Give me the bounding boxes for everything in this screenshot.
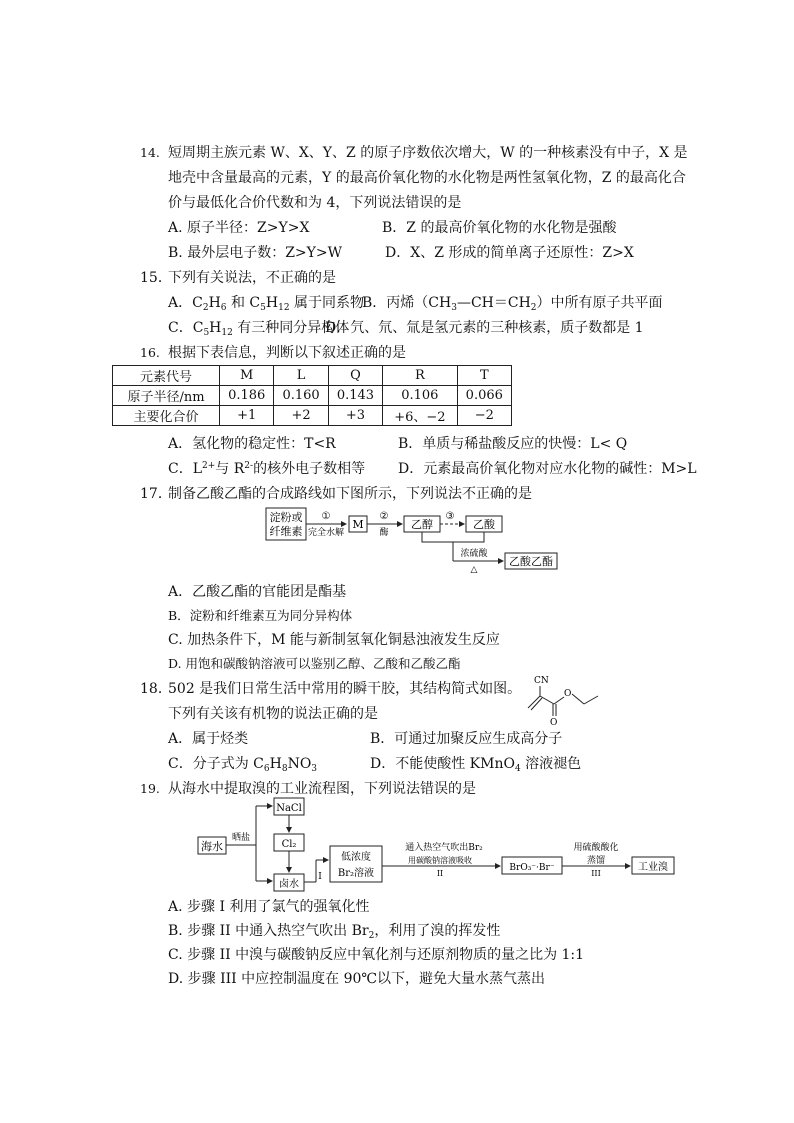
- table-header-cell: T: [457, 366, 511, 386]
- diagram-step1-number: ①: [321, 511, 331, 522]
- q16-option-c: C．$L^{2+}$与 $R^{2-}$的核外电子数相等: [168, 461, 366, 477]
- q19-option-a: A. 步骤 I 利用了氯气的强氧化性: [168, 899, 370, 915]
- diagram-m-label: M: [352, 518, 364, 531]
- q18-stem-line1: 502 是我们日常生活中常用的瞬干胶，其结构简式如图。: [168, 681, 522, 697]
- flow-step3-number: III: [591, 869, 601, 878]
- q19-option-b: B. 步骤 II 中通入热空气吹出 $Br_2$，利用了溴的挥发性: [168, 923, 501, 941]
- table-cell: 0.143: [328, 386, 382, 406]
- q14-option-a: A. 原子半径：Z>Y>X: [168, 220, 310, 236]
- q14-stem-line3: 价与最低化合价代数和为 4，下列说法错误的是: [168, 195, 462, 211]
- diagram-start-label: 纤维素: [269, 525, 303, 538]
- q17-number: 17．: [140, 486, 172, 502]
- q17-option-c: C. 加热条件下，M 能与新制氢氧化铜悬浊液发生反应: [168, 632, 500, 648]
- table-header-cell: L: [274, 366, 328, 386]
- q18-option-c: C．分子式为 $C_6H_8NO_3$: [168, 756, 318, 774]
- table-cell: +2: [274, 406, 328, 426]
- q14-option-b: B．Z 的最高价氧化物的水化物是强酸: [382, 220, 617, 236]
- q17-option-b: B．淀粉和纤维素互为同分异构体: [168, 608, 353, 623]
- q19-number: 19.: [140, 781, 160, 796]
- q18-option-a: A．属于烃类: [168, 731, 249, 747]
- table-cell: +3: [328, 406, 382, 426]
- q16-option-b: B．单质与稀盐酸反应的快慢：L< Q: [398, 436, 628, 452]
- q18-number: 18．: [140, 681, 172, 697]
- diagram-ester-condition: 浓硫酸: [460, 549, 488, 559]
- table-row: [113, 366, 512, 386]
- flow-low-bromine: Br₂溶液: [337, 868, 375, 879]
- table-header-cell: R: [383, 366, 457, 386]
- diagram-step2-condition: 酶: [379, 528, 389, 538]
- q16-option-a: A．氢化物的稳定性：T<R: [168, 436, 336, 452]
- flow-step2-condition: 通入热空气吹出Br₂: [405, 843, 483, 853]
- q18-option-d: D．不能使酸性 KMnO$_4$ 溶液褪色: [370, 756, 582, 774]
- q15-option-b: B．丙烯$(CH_3—CH=CH_2)$中所有原子共平面: [362, 295, 663, 313]
- diagram-step3-number: ③: [445, 511, 455, 522]
- q17-option-a: A．乙酸乙酯的官能团是酯基: [168, 584, 347, 600]
- flow-step2-number: II: [436, 869, 444, 878]
- flow-brine: 卤水: [279, 879, 299, 890]
- q18-option-b: B．可通过加聚反应生成高分子: [370, 731, 563, 747]
- q17-stem: 制备乙酸乙酯的合成路线如下图所示，下列说法不正确的是: [168, 486, 532, 502]
- cyanoacrylate-structure: [518, 672, 610, 730]
- q16-number: 16.: [140, 345, 160, 360]
- diagram-step1-condition: 完全水解: [307, 528, 345, 538]
- table-cell: 原子半径/nm: [113, 386, 220, 406]
- q14-option-c: B. 最外层电子数：Z>Y>W: [168, 245, 343, 261]
- diagram-acid-label: 乙酸: [473, 518, 495, 531]
- q16-stem: 根据下表信息，判断以下叙述正确的是: [168, 345, 406, 361]
- table-cell: −2: [457, 406, 511, 426]
- q19-option-d: D. 步骤 III 中应控制温度在 90℃以下，避免大量水蒸气蒸出: [168, 971, 546, 987]
- ester-synthesis-diagram: [262, 506, 562, 574]
- table-row: [113, 386, 512, 406]
- flow-nacl: NaCl: [276, 803, 302, 814]
- table-cell: 0.106: [383, 386, 457, 406]
- flow-low-bromine: 低浓度: [341, 852, 371, 863]
- q15-option-c: C．$C_5H_{12}$ 有三种同分异构体: [168, 320, 350, 338]
- q19-stem: 从海水中提取溴的工业流程图，下列说法错误的是: [168, 781, 476, 797]
- flow-evaporation: 晒盐: [231, 833, 251, 843]
- q18-stem-line2: 下列有关该有机物的说法正确的是: [168, 706, 378, 722]
- structure-ester-o: O: [564, 689, 572, 699]
- q14-stem-line2: 地壳中含量最高的元素，Y 的最高价氧化物的水化物是两性氢氧化物，Z 的最高化合: [168, 170, 686, 186]
- q14-option-d: D．X、Z 形成的简单离子还原性：Z>X: [385, 245, 634, 261]
- flow-step3-condition: 用硫酸酸化: [573, 843, 619, 853]
- q15-number: 15．: [140, 270, 172, 286]
- element-table: [112, 365, 512, 426]
- q19-option-c: C. 步骤 II 中溴与碳酸钠反应中氧化剂与还原剂物质的量之比为 1:1: [168, 947, 585, 963]
- table-header-cell: Q: [328, 366, 382, 386]
- table-cell: 主要化合价: [113, 406, 220, 426]
- q17-option-d: D. 用饱和碳酸钠溶液可以鉴别乙醇、乙酸和乙酸乙酯: [168, 656, 461, 671]
- diagram-heat-symbol: △: [470, 565, 478, 574]
- table-header-cell: 元素代号: [113, 366, 220, 386]
- q14-stem-line1: 短周期主族元素 W、X、Y、Z 的原子序数依次增大，W 的一种核素没有中子，X 是: [168, 145, 688, 161]
- structure-carbonyl-o: O: [550, 718, 558, 728]
- flow-step2-condition: 用碳酸钠溶液吸收: [408, 856, 472, 865]
- diagram-start-label: 淀粉或: [269, 511, 303, 524]
- table-cell: 0.160: [274, 386, 328, 406]
- flow-bromate-bromide: BrO₃⁻·Br⁻: [509, 863, 555, 873]
- q16-option-d: D．元素最高价氧化物对应水化物的碱性：M>L: [398, 461, 697, 477]
- q15-option-d: D．氕、氘、氚是氢元素的三种核素，质子数都是 1: [325, 320, 644, 336]
- q15-stem: 下列有关说法，不正确的是: [168, 270, 336, 286]
- table-cell: 0.186: [220, 386, 274, 406]
- table-cell: +6、−2: [383, 406, 457, 426]
- q15-option-a: A．$C_2H_6$ 和 $C_5H_{12}$ 属于同系物: [168, 295, 364, 313]
- flow-product: 工业溴: [638, 862, 668, 873]
- diagram-ester-label: 乙酸乙酯: [509, 555, 553, 568]
- bromine-extraction-flowchart: [196, 796, 678, 894]
- diagram-step2-number: ②: [379, 511, 389, 522]
- flow-chlorine: Cl₂: [281, 839, 297, 850]
- table-cell: +1: [220, 406, 274, 426]
- q14-number: 14.: [140, 145, 160, 160]
- table-row: [113, 406, 512, 426]
- flow-step1: I: [318, 872, 322, 882]
- diagram-ethanol-label: 乙醇: [411, 518, 433, 531]
- table-cell: 0.066: [457, 386, 511, 406]
- flow-seawater: 海水: [201, 840, 223, 853]
- flow-step3-condition: 蒸馏: [586, 856, 606, 866]
- table-header-cell: M: [220, 366, 274, 386]
- structure-cn-label: CN: [534, 676, 549, 686]
